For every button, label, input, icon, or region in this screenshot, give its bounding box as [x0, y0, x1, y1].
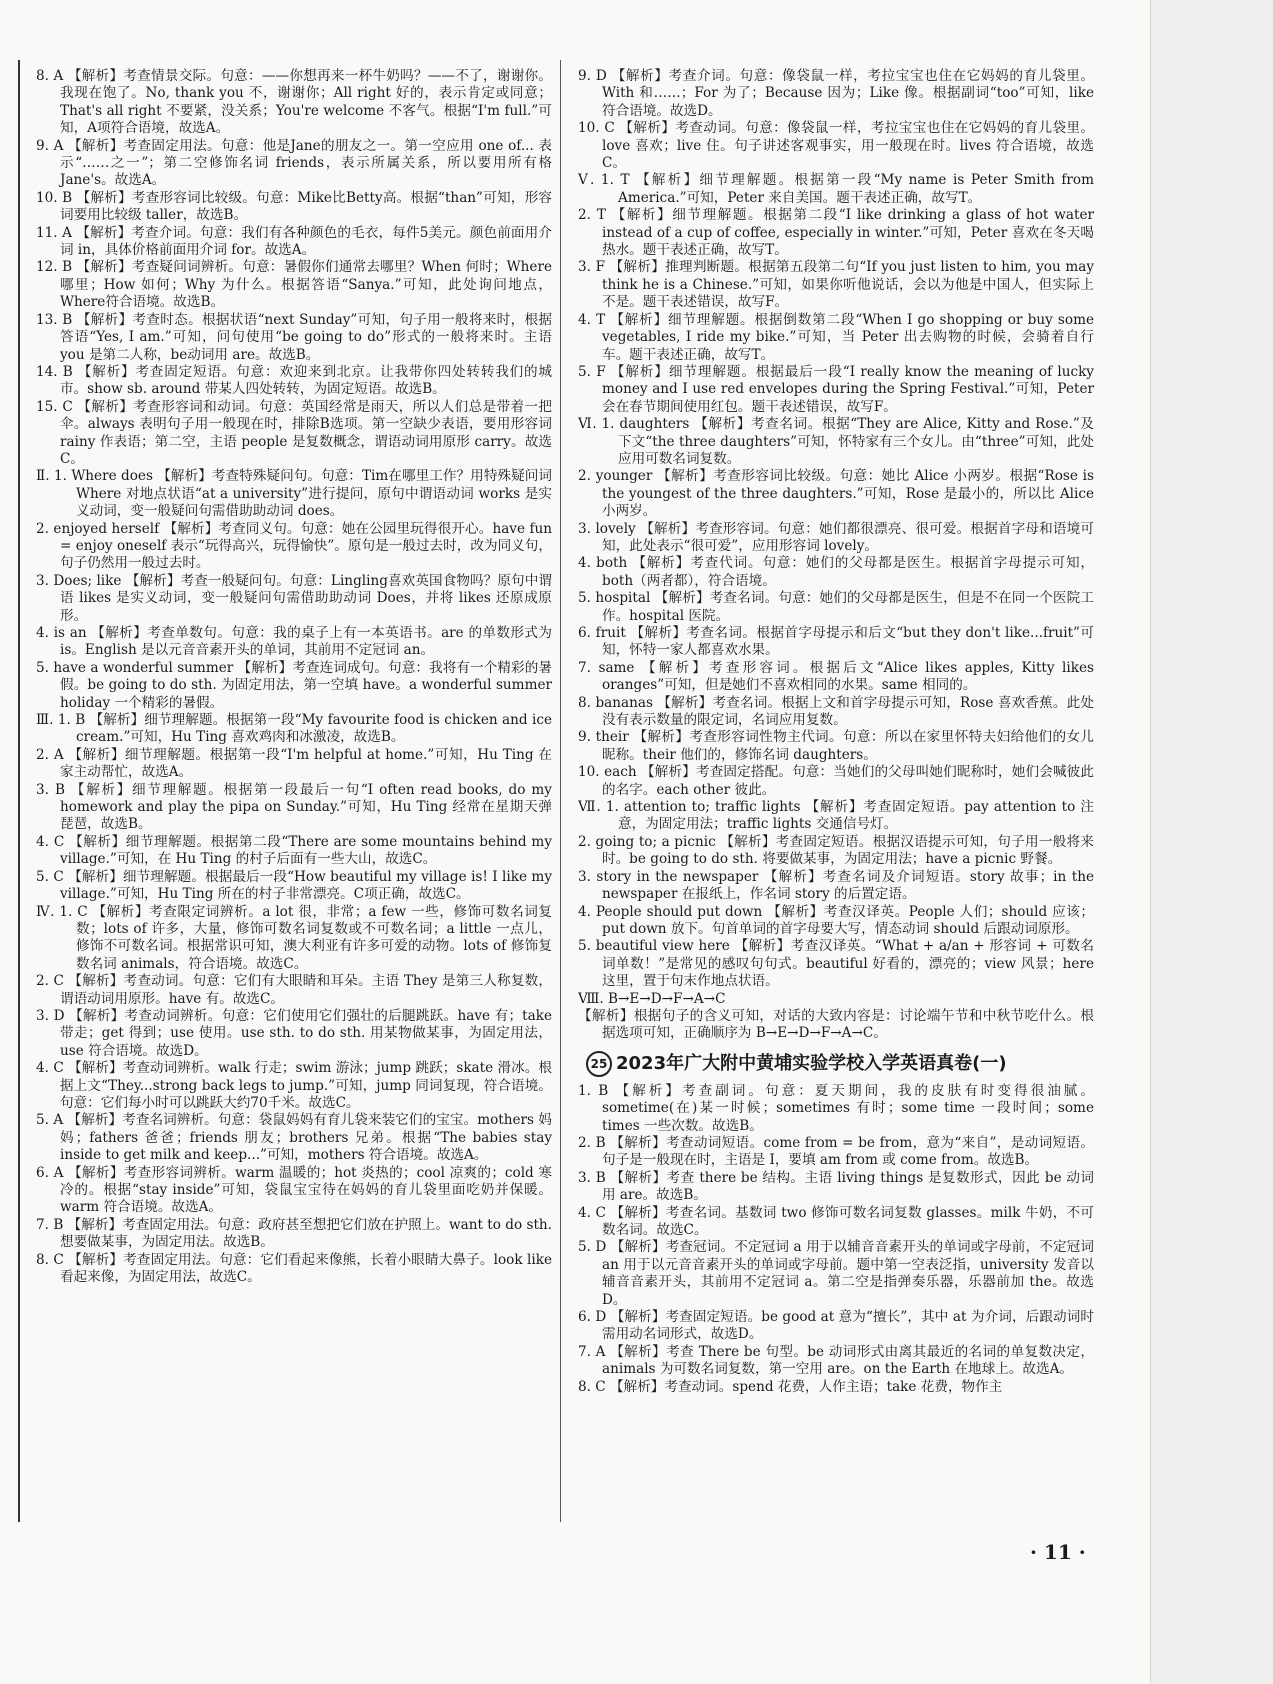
answer-item: 6. D 【解析】考查固定短语。be good at 意为“擅长”，其中 at 为介词，后跟动词时需用动名词形式，故选D。 [578, 1309, 1094, 1343]
answer-item: 15. C 【解析】考查形容词和动词。句意：英国经常是雨天，所以人们总是带着一把伞。always 表明句子用一般现在时，排除B选项。第一空缺少表语，要用形容词 rainy 作表语；第二空，主语 people 是复数概念，谓语动词用原形 carry。故选C。 [36, 398, 552, 467]
left-column [36, 68, 552, 1518]
answers-part-a [578, 68, 1094, 1043]
answer-item: 2. A 【解析】细节理解题。根据第一段“I'm helpful at home.”可知，Hu Ting 在家主动帮忙，故选A。 [36, 746, 552, 781]
answer-item: 8. C 【解析】考查动词。spend 花费，人作主语；take 花费，物作主 [578, 1378, 1003, 1395]
answer-item: 3. F 【解析】推理判断题。根据第五段第二句“If you just listen to him, you may think he is a Chinese.”可知，如果你听他说话，会以为他是中国人，但实际上不是。题干表述错误，故写F。 [578, 259, 1094, 311]
answer-item: Ⅲ. 1. B 【解析】细节理解题。根据第一段“My favourite food is chicken and ice cream.”可知，Hu Ting 喜欢鸡肉和冰激凌，故选B。 [36, 712, 552, 746]
answer-item: 14. B 【解析】考查固定短语。句意：欢迎来到北京。让我带你四处转转我们的城市。show sb. around 带某人四处转转，为固定短语。故选B。 [36, 363, 552, 398]
answer-item: 11. A 【解析】考查介词。句意：我们有各种颜色的毛衣，每件5美元。颜色前面用介词 in，具体价格前面用介词 for。故选A。 [36, 224, 552, 259]
answers-part-b [578, 1083, 1094, 1396]
column-divider [560, 60, 561, 1522]
answer-item: 3. D 【解析】考查动词辨析。句意：它们使用它们强壮的后腿跳跃。have 有；take 带走；get 得到；use 使用。use sth. to do sth. 用某物做某事，为固定用法，use 符合语境。故选D。 [36, 1007, 552, 1059]
section-number-badge: 25 [586, 1051, 612, 1077]
answer-item: 6. A 【解析】考查形容词辨析。warm 温暖的；hot 炎热的；cool 凉爽的；cold 寒冷的。根据“stay inside”可知，袋鼠宝宝待在妈妈的育儿袋里面吃奶并保暖。warm 符合语境。故选A。 [36, 1164, 552, 1216]
answer-item: 5. D 【解析】考查冠词。不定冠词 a 用于以辅音音素开头的单词或字母前，不定冠词 an 用于以元音音素开头的单词或字母前。题中第一空表泛指，university 发音以辅音音素开头，其前用不定冠词 a。第二空是指弹奏乐器，乐器前加 the。故选D。 [578, 1239, 1094, 1308]
answer-item: 1. B 【解析】考查副词。句意：夏天期间，我的皮肤有时变得很油腻。sometime(在)某一时候；sometimes 有时；some time 一段时间；some times 一些次数。故选B。 [578, 1082, 1094, 1134]
answer-item: Ⅷ. B→E→D→F→A→C [578, 990, 726, 1007]
answer-item: 2. C 【解析】考查动词。句意：它们有大眼睛和耳朵。主语 They 是第三人称复数，谓语动词用原形。have 有。故选C。 [36, 973, 552, 1007]
section-title-text: 2023年广大附中黄埔实验学校入学英语真卷(一) [616, 1052, 1007, 1074]
answer-item: Ⅶ. 1. attention to; traffic lights 【解析】考查固定短语。pay attention to 注意，为固定用法；traffic lights 交通信号灯。 [578, 799, 1094, 833]
right-column [578, 68, 1094, 1528]
answer-item: 4. T 【解析】细节理解题。根据倒数第二段“When I go shopping or buy some vegetables, I ride my bike.”可知，当 Peter 出去购物的时候，会骑着自行车。题干表述正确，故写T。 [578, 311, 1094, 363]
answer-item: 3. lovely 【解析】考查形容词。句意：她们都很漂亮、很可爱。根据首字母和语境可知，此处表示“很可爱”，应用形容词 lovely。 [578, 520, 1094, 554]
answer-item: 5. have a wonderful summer 【解析】考查连词成句。句意：我将有一个精彩的暑假。be going to do sth. 为固定用法，第一空填 have。a wonderful summer holiday 一个精彩的暑假。 [36, 659, 552, 711]
answer-item: 7. A 【解析】考查 There be 句型。be 动词形式由离其最近的名词的单复数决定，animals 为可数名词复数，第一空用 are。on the Earth 在地球上。故选A。 [578, 1343, 1094, 1378]
answer-item: 10. C 【解析】考查动词。句意：像袋鼠一样，考拉宝宝也住在它妈妈的育儿袋里。love 喜欢；live 住。句子讲述客观事实，用一般现在时。lives 符合语境，故选C。 [578, 120, 1094, 172]
answer-item: 5. F 【解析】细节理解题。根据最后一段“I really know the meaning of lucky money and I use red envelopes during the Spring Festival.”可知，Peter 会在春节期间使用红包。题干表述错误，故写F。 [578, 363, 1094, 415]
answer-item: 4. both 【解析】考查代词。句意：她们的父母都是医生。根据首字母提示可知，both（两者都），符合语境。 [578, 555, 1094, 589]
answer-item: 9. their 【解析】考查形容词性物主代词。句意：所以在家里怀特夫妇给他们的女儿昵称。their 他们的，修饰名词 daughters。 [578, 729, 1094, 763]
answer-item: 2. younger 【解析】考查形容词比较级。句意：她比 Alice 小两岁。根据“Rose is the youngest of the three daughters.”可知，Rose 是最小的，所以比 Alice 小两岁。 [578, 468, 1094, 520]
page-margin [1150, 0, 1273, 1684]
answer-item: 8. A 【解析】考查情景交际。句意：——你想再来一杯牛奶吗？——不了，谢谢你。我现在饱了。No, thank you 不，谢谢你；All right 好的，表示肯定或同意；That's all right 不要紧，没关系；You're welcome 不客气。根据“I'm full.”可知，A项符合语境，故选A。 [36, 68, 552, 137]
answer-item: 8. bananas 【解析】考查名词。根据上文和首字母提示可知，Rose 喜欢香蕉。此处没有表示数量的限定词，名词应用复数。 [578, 694, 1094, 729]
answer-item: 9. A 【解析】考查固定用法。句意：他是Jane的朋友之一。第一空应用 one of... 表示“……之一”；第二空修饰名词 friends，表示所属关系，所以要用所有格 Jane's。故选A。 [36, 137, 552, 189]
answer-item: Ⅳ. 1. C 【解析】考查限定词辨析。a lot 很，非常；a few 一些，修饰可数名词复数；lots of 许多，大量，修饰可数名词复数或不可数名词；a little 一点儿，修饰不可数名词。根据常识可知，澳大利亚有许多可爱的动物。lots of 修饰复数名词 animals，符合语境。故选C。 [36, 903, 552, 972]
answer-item: Ⅵ. 1. daughters 【解析】考查名词。根据“They are Alice, Kitty and Rose.”及下文“the three daughters”可知，怀特家有三个女儿。由“three”可知，此处应用可数名词复数。 [578, 416, 1094, 467]
answer-item: 5. C 【解析】细节理解题。根据最后一段“How beautiful my village is! I like my village.”可知，Hu Ting 所在的村子非常漂亮。C项正确，故选C。 [36, 868, 552, 903]
answer-item: 7. B 【解析】考查固定用法。句意：政府甚至想把它们放在护照上。want to do sth. 想要做某事，为固定用法。故选B。 [36, 1216, 552, 1251]
answer-item: Ⅱ. 1. Where does 【解析】考查特殊疑问句。句意：Tim在哪里工作？用特殊疑问词 Where 对地点状语“at a university”进行提问，原句中谓语动词 works 是实义动词，变一般疑问句需借助助动词 does。 [36, 468, 552, 520]
answer-item: 3. story in the newspaper 【解析】考查名词及介词短语。story 故事；in the newspaper 在报纸上，作名词 story 的后置定语。 [578, 868, 1094, 903]
page-number: · 11 · [1030, 1540, 1086, 1564]
left-border-rule [18, 60, 20, 1522]
answer-item: 2. enjoyed herself 【解析】考查同义句。句意：她在公园里玩得很开心。have fun = enjoy oneself 表示“玩得高兴，玩得愉快”。原句是一般过去时，改为同义句，句子仍然用一般过去时。 [36, 520, 552, 572]
answer-item: 9. D 【解析】考查介词。句意：像袋鼠一样，考拉宝宝也住在它妈妈的育儿袋里。With 和……；For 为了；Because 因为；Like 像。根据副词“too”可知，like 符合语境。故选D。 [578, 68, 1094, 119]
answer-item: 2. T 【解析】细节理解题。根据第二段“I like drinking a glass of hot water instead of a cup of coffee, especially in winter.”可知，Peter 喜欢在冬天喝热水。题干表述正确，故写T。 [578, 207, 1094, 259]
answer-item: 10. B 【解析】考查形容词比较级。句意：Mike比Betty高。根据“than”可知，形容词要用比较级 taller，故选B。 [36, 189, 552, 224]
answer-item: 5. A 【解析】考查名词辨析。句意：袋鼠妈妈有育儿袋来装它们的宝宝。mothers 妈妈；fathers 爸爸；friends 朋友；brothers 兄弟。根据“The babies stay inside to get milk and keep...”可知，mothers 符合语境。故选A。 [36, 1112, 552, 1164]
answer-item: 【解析】根据句子的含义可知，对话的大致内容是：讨论端午节和中秋节吃什么。根据选项可知，正确顺序为 B→E→D→F→A→C。 [578, 1007, 1094, 1042]
answer-item: 2. going to; a picnic 【解析】考查固定短语。根据汉语提示可知，句子用一般将来时。be going to do sth. 将要做某事，为固定用法；have a picnic 野餐。 [578, 833, 1094, 868]
answer-item: 13. B 【解析】考查时态。根据状语“next Sunday”可知，句子用一般将来时，根据答语“Yes, I am.”可知，问句使用“be going to do”形式的一般将来时。主语 you 是第二人称，be动词用 are。故选B。 [36, 311, 552, 363]
answer-item: 4. is an 【解析】考查单数句。句意：我的桌子上有一本英语书。are 的单数形式为 is。English 是以元音音素开头的单词，其前用不定冠词 an。 [36, 625, 552, 659]
answer-item: 6. fruit 【解析】考查名词。根据首字母提示和后文“but they don't like...fruit”可知，怀特一家人都喜欢水果。 [578, 625, 1094, 659]
answer-item: Ⅴ. 1. T 【解析】细节理解题。根据第一段“My name is Peter Smith from America.”可知，Peter 来自美国。题干表述正确，故写T。 [578, 172, 1094, 206]
answer-item: 4. People should put down 【解析】考查汉译英。People 人们；should 应该；put down 放下。句首单词的首字母要大写，情态动词 should 后跟动词原形。 [578, 903, 1094, 937]
section-title [586, 1051, 1094, 1077]
answer-item: 7. same 【解析】考查形容词。根据后文“Alice likes apples, Kitty likes oranges”可知，但是她们不喜欢相同的水果。same 相同的。 [578, 659, 1094, 694]
answer-item: 4. C 【解析】考查名词。基数词 two 修饰可数名词复数 glasses。milk 牛奶，不可数名词。故选C。 [578, 1204, 1094, 1238]
answer-item: 3. B 【解析】细节理解题。根据第一段最后一句“I often read books, do my homework and play the pipa on Sunday.”可知，Hu Ting 经常在星期天弹琵琶，故选B。 [36, 781, 552, 833]
answer-item: 4. C 【解析】考查动词辨析。walk 行走；swim 游泳；jump 跳跃；skate 滑冰。根据上文“They...strong back legs to jump.”可知，jump 同词复现，符合语境。句意：它们每小时可以跳跃大约70千米。故选C。 [36, 1060, 552, 1111]
answer-item: 3. B 【解析】考查 there be 结构。主语 living things 是复数形式，因此 be 动词用 are。故选B。 [578, 1169, 1094, 1204]
answer-item: 2. B 【解析】考查动词短语。come from = be from，意为“来自”，是动词短语。句子是一般现在时，主语是 I，要填 am from 或 come from。故选B。 [578, 1134, 1094, 1169]
answer-item: 8. C 【解析】考查固定用法。句意：它们看起来像熊，长着小眼睛大鼻子。look like 看起来像，为固定用法，故选C。 [36, 1251, 552, 1286]
answer-item: 12. B 【解析】考查疑问词辨析。句意：暑假你们通常去哪里？When 何时；Where 哪里；How 如何；Why 为什么。根据答语“Sanya.”可知，此处询问地点，Where符合语境。故选B。 [36, 259, 552, 311]
answer-item: 5. hospital 【解析】考查名词。句意：她们的父母都是医生，但是不在同一个医院工作。hospital 医院。 [578, 590, 1094, 624]
answer-item: 4. C 【解析】细节理解题。根据第二段“There are some mountains behind my village.”可知，在 Hu Ting 的村子后面有一些大山，故选C。 [36, 833, 552, 868]
answer-item: 5. beautiful view here 【解析】考查汉译英。“What + a/an + 形容词 + 可数名词单数！”是常见的感叹句句式。beautiful 好看的，漂亮的；view 风景；here 这里，置于句末作地点状语。 [578, 938, 1094, 990]
answer-item: 10. each 【解析】考查固定搭配。句意：当她们的父母叫她们昵称时，她们会喊彼此的名字。each other 彼此。 [578, 764, 1094, 798]
answer-item: 3. Does; like 【解析】考查一般疑问句。句意：Lingling喜欢英国食物吗？原句中谓语 likes 是实义动词，变一般疑问句需借助助动词 Does，并将 likes 还原成原形。 [36, 572, 552, 624]
